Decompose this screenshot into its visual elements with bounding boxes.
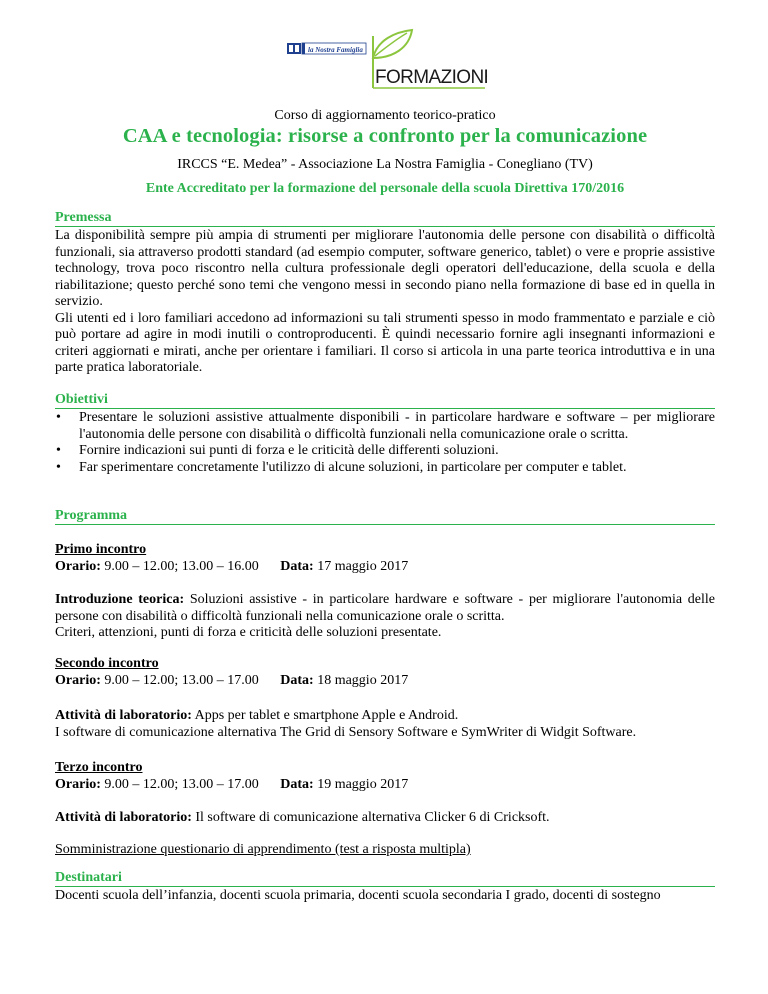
incontro-data: 17 maggio 2017 [317, 558, 409, 574]
incontro-orario: 9.00 – 12.00; 13.00 – 16.00 [104, 558, 259, 574]
incontro-1: Primo incontro Orario: 9.00 – 12.00; 13.00 – 16.00 Data: 17 maggio 2017 [55, 542, 409, 574]
incontro-title: Terzo incontro [55, 760, 143, 775]
incontro-data: 19 maggio 2017 [317, 776, 409, 792]
incontro-title: Primo incontro [55, 542, 147, 557]
formazione-logo [287, 28, 487, 90]
accreditation-note: Ente Accreditato per la formazione del personale della scuola Direttiva 170/2016 [145, 181, 625, 196]
programma-section [55, 508, 715, 526]
bullet-icon: • [56, 459, 61, 475]
questionario-note: Somministrazione questionario di apprendimento (test a risposta multipla) [55, 842, 471, 857]
premessa-section [55, 210, 715, 377]
incontro-data: 18 maggio 2017 [317, 672, 409, 688]
obiettivi-list [55, 410, 715, 476]
list-item: • Far sperimentare concretamente l'utilizzo di alcune soluzioni, in particolare per computer e tablet. [56, 459, 627, 475]
incontro-3-activity: Attività di laboratorio: Il software di comunicazione alternativa Clicker 6 di Cricksoft. [55, 810, 550, 825]
destinatari-section [55, 870, 715, 905]
programma-heading: Programma [55, 508, 715, 525]
premessa-paragraph-2: Gli utenti ed i loro familiari accedono ad informazioni su tali strumenti spesso in modo frammentato e parziale e ciò può portare ad agire in modi inutili o controproducenti. È quindi necessario fornire agli insegnanti informazioni e criteri aggiornati e mirati, anche per orientare i familiari. Il corso si articola in una parte teorica introduttiva e in una parte pratica laboratoriale. [55, 310, 715, 375]
incontro-title: Secondo incontro [55, 656, 159, 671]
obiettivi-heading: Obiettivi [55, 392, 715, 409]
bullet-icon: • [56, 443, 61, 458]
list-item: • Fornire indicazioni sui punti di forza e le criticità delle differenti soluzioni. [56, 443, 499, 458]
brand-text: FORMAZIONE [375, 67, 487, 88]
incontro-orario: 9.00 – 12.00; 13.00 – 17.00 [104, 776, 259, 792]
incontro-1-activity: Introduzione teorica: Soluzioni assistive - in particolare hardware e software - per migliorare l'autonomia delle persone con disabilità o difficoltà funzionali nella comunicazione orale o scritta. Criteri, attenzioni, punti di forza e criticità delle soluzioni presentate. [55, 592, 715, 640]
premessa-heading: Premessa [55, 210, 715, 227]
incontro-3: Terzo incontro Orario: 9.00 – 12.00; 13.00 – 17.00 Data: 19 maggio 2017 [55, 760, 409, 792]
premessa-paragraph-1: La disponibilità sempre più ampia di strumenti per migliorare l'autonomia delle persone con disabilità o difficoltà funzionali, sia attraverso prodotti standard (ad esempio computer, software generico, tablet) o vere e proprie assistive technology, trova poco riscontro nella cultura professionale degli operatori dell'educazione, della scuola e della riabilitazione; questo perché sono temi che vengono messi in secondo piano nella formazione di base ed in quella in servizio. [55, 228, 715, 309]
course-venue: IRCCS “E. Medea” - Associazione La Nostra Famiglia - Conegliano (TV) [177, 157, 593, 172]
destinatari-heading: Destinatari [55, 870, 715, 887]
course-title: CAA e tecnologia: risorse a confronto per la comunicazione [122, 125, 648, 147]
bullet-icon: • [56, 410, 61, 425]
incontro-2: Secondo incontro Orario: 9.00 – 12.00; 13.00 – 17.00 Data: 18 maggio 2017 [55, 656, 409, 688]
destinatari-text: Docenti scuola dell’infanzia, docenti scuola primaria, docenti scuola secondaria I grado, docenti di sostegno [55, 888, 661, 903]
association-text: la Nostra Famiglia [308, 46, 363, 54]
incontro-orario: 9.00 – 12.00; 13.00 – 17.00 [104, 672, 259, 688]
list-item: • Presentare le soluzioni assistive attualmente disponibili - in particolare hardware e software – per migliorare l'autonomia delle persone con disabilità o difficoltà funzionali nella comunicazione orale o scritta. [56, 410, 715, 442]
obiettivi-section [55, 392, 715, 476]
course-subtitle: Corso di aggiornamento teorico-pratico [274, 108, 496, 123]
incontro-2-activity: Attività di laboratorio: Apps per tablet e smartphone Apple e Android. I software di comunicazione alternativa The Grid di Sensory Software e SymWriter di Widgit Software. [55, 708, 637, 740]
